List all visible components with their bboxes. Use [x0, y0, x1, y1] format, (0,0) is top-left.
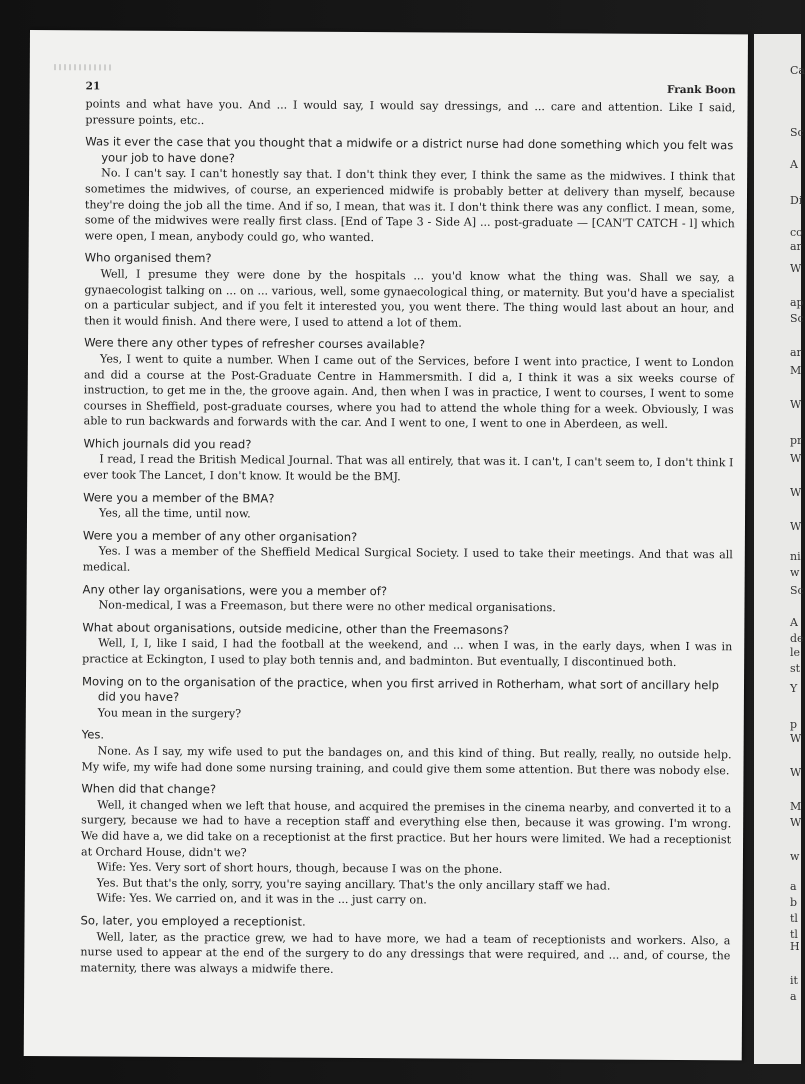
adjacent-page-text-fragment: le	[790, 646, 801, 659]
interviewer-question: What about organisations, outside medicine, other than the Freemasons?	[82, 620, 509, 637]
interviewer-question: Which journals did you read?	[83, 436, 252, 452]
adjacent-page-text-fragment: A	[790, 616, 798, 629]
adjacent-page-text-fragment: A	[790, 158, 798, 171]
adjacent-page-text-fragment: M	[790, 800, 802, 813]
adjacent-page-text-fragment: tl	[790, 912, 798, 925]
adjacent-page-text-fragment: Sc	[790, 584, 804, 597]
interviewer-question: Were you a member of any other organisation?	[82, 528, 358, 544]
interviewee-answer: Wife: Yes. We carried on, and it was in the ... just carry on.	[96, 891, 427, 907]
adjacent-page-text-fragment: Y	[790, 682, 798, 695]
adjacent-page-text-fragment: W	[790, 766, 802, 779]
interviewer-question: When did that change?	[81, 781, 217, 797]
adjacent-page-text-fragment: M	[790, 364, 802, 377]
interviewee-answer: Well, I, I, like I said, I had the football at the weekend, and ... when I was, in the early days, when I was in practice at Eckington, I used to play both tennis and, and badminton. But eventually, I discontinued both.	[82, 636, 733, 669]
adjacent-page-text-fragment: W	[790, 452, 802, 465]
interviewee-answer: I read, I read the British Medical Journal. That was all entirely, that was it. I can't, I can't seem to, I don't think I ever took The Lancet, I don't know. It would be the BMJ.	[83, 452, 734, 484]
adjacent-page-text-fragment: it	[790, 974, 798, 987]
adjacent-page-text-fragment: Sc	[790, 126, 804, 139]
adjacent-page-text-fragment: ar	[790, 240, 802, 253]
interviewer-question: So, later, you employed a receptionist.	[80, 913, 306, 929]
adjacent-page-text-fragment: ar	[790, 346, 802, 359]
adjacent-page-text-fragment: de	[790, 632, 804, 645]
adjacent-page-text-fragment: W	[790, 262, 802, 275]
page-number: 21	[85, 80, 101, 93]
adjacent-page-text-fragment: W	[790, 732, 802, 745]
interview-transcript	[80, 96, 735, 979]
adjacent-page-text-fragment: st	[790, 662, 801, 675]
adjacent-page-text-fragment: p	[790, 718, 798, 731]
adjacent-page-text-fragment: a	[790, 990, 797, 1003]
adjacent-page-text-fragment: H	[790, 940, 800, 953]
interviewee-answer: Well, it changed when we left that house, and acquired the premises in the cinema nearby, and converted it to a surgery, because we had to have a reception staff and everything else then, because it was growing. I'm wrong. We did have a, we did take on a receptionist at the first practice. But her hours were limited. We had a receptionist at Orchard House, didn't we?	[80, 798, 732, 859]
adjacent-page-text-fragment: ap	[790, 296, 804, 309]
interviewee-answer: Yes, I went to quite a number. When I came out of the Services, before I went into practice, I went to London and did a course at the Post-Graduate Centre in Hammersmith. I did a, I think it was a six weeks course of instruction, to get me in the, the groove again. And, then when I was in practice, I went to courses, I went to some courses in Sheffield, post-graduate courses, where you had to attend the whole thing for a week. Obviously, I was able to run backwards and forwards with the car. And I went to one, I went to one in Aberdeen, as well.	[83, 352, 735, 432]
adjacent-page-edge	[754, 34, 805, 1064]
adjacent-page-text-fragment: W	[790, 816, 802, 829]
interviewee-answer: points and what have you. And ... I would say, I would say dressings, and ... care and attention. Like I said, pressure points, etc..	[85, 97, 736, 127]
adjacent-page-text-fragment: w	[790, 566, 800, 579]
interviewer-question: Was it ever the case that you thought that a midwife or a district nurse had done something which you felt was your job to have done?	[85, 134, 734, 166]
adjacent-page-text-fragment: W	[790, 398, 802, 411]
adjacent-page-text-fragment: Sc	[790, 312, 804, 325]
interviewee-answer: Yes, all the time, until now.	[99, 506, 251, 521]
adjacent-page-text-fragment: Ca	[790, 64, 805, 77]
adjacent-page-text-fragment: pr	[790, 434, 803, 447]
adjacent-page-text-fragment: ni	[790, 550, 801, 563]
interviewee-answer: None. As I say, my wife used to put the bandages on, and this kind of thing. But really, really, no outside help. My wife, my wife had done some nursing training, and could give them some attention. But there was nobody else.	[81, 744, 732, 777]
interviewer-question: Yes.	[81, 727, 105, 742]
interviewer-question: Who organised them?	[84, 250, 212, 266]
adjacent-page-text-fragment: W	[790, 486, 802, 499]
interviewee-answer: Yes. I was a member of the Sheffield Medical Surgical Society. I used to take their meetings. And that was all medical.	[82, 544, 733, 574]
interviewer-question: Moving on to the organisation of the practice, when you first arrived in Rotherham, what sort of ancillary help did you have?	[81, 673, 720, 705]
adjacent-page-text-fragment: Di	[790, 194, 803, 207]
interviewer-question: Were you a member of the BMA?	[83, 489, 275, 506]
interviewer-question: Any other lay organisations, were you a member of?	[82, 581, 388, 598]
document-page	[24, 30, 748, 1060]
interviewer-question: Were there any other types of refresher courses available?	[84, 335, 426, 352]
interviewee-answer: No. I can't say. I can't honestly say that. I don't think they ever, I think the same as the midwives. I think that sometimes the midwives, of course, an experienced midwife is probably better at delivery than myself, because they're doing the job all the time. And if so, I mean, that was it. I don't think there was any conflict. I mean, some, some of the midwives were really first class. [End of Tape 3 - Side A] ... post-graduate — [CAN'T CATCH - l] which were open, I mean, anybody could go, who wanted.	[84, 166, 736, 244]
interviewee-answer: You mean in the surgery?	[97, 706, 242, 721]
scan-artifact	[54, 64, 114, 70]
interviewee-answer: Wife: Yes. Very sort of short hours, though, because I was on the phone.	[96, 860, 503, 877]
interviewee-answer: Well, I presume they were done by the hospitals ... you'd know what the thing was. Shall we say, a gynaecologist talking on ... on ... various, well, some gynaecological thing, or maternity. But you'd have a specialist on a particular subject, and if you felt it interested you, you went there. The thing would last about an hour, and then it would finish. And there were, I used to attend a lot of them.	[84, 267, 735, 330]
adjacent-page-text-fragment: w	[790, 850, 800, 863]
adjacent-page-text-fragment: tl	[790, 928, 798, 941]
interviewee-answer: Well, later, as the practice grew, we had to have more, we had a team of receptionists and workers. Also, a nurse used to appear at the end of the surgery to do any dressings that were required, and ... and, of course, the maternity, there was always a midwife there.	[80, 929, 731, 976]
adjacent-page-text-fragment: co	[790, 226, 803, 239]
adjacent-page-text-fragment: b	[790, 896, 798, 909]
interviewee-answer: Non-medical, I was a Freemason, but there were no other medical organisations.	[98, 598, 556, 615]
adjacent-page-text-fragment: W	[790, 520, 802, 533]
interviewee-answer: Yes. But that's the only, sorry, you're saying ancillary. That's the only ancillary staff we had.	[96, 876, 611, 893]
adjacent-page-text-fragment: a	[790, 880, 797, 893]
running-head-author: Frank Boon	[666, 83, 736, 97]
